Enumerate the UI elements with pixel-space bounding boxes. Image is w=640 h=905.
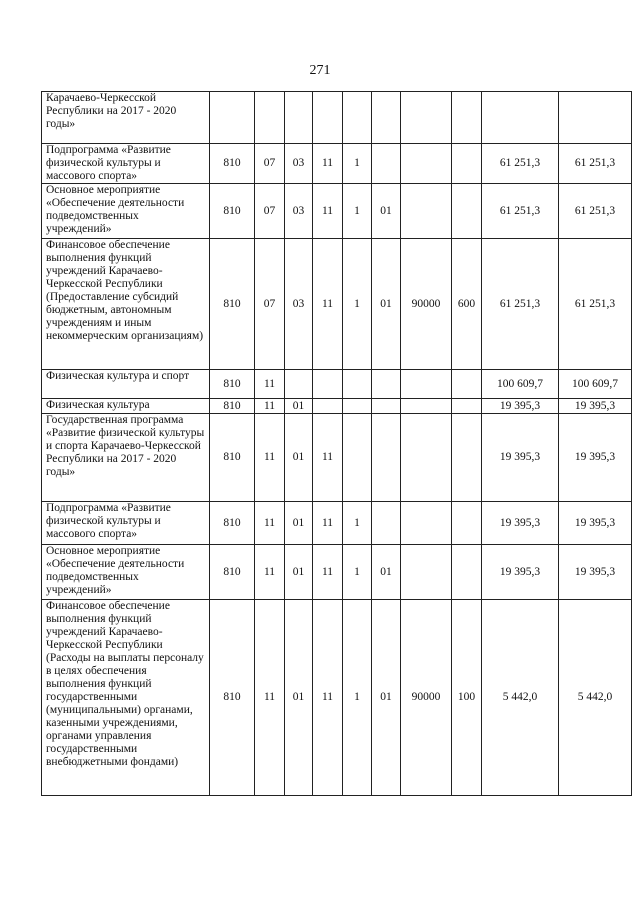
grbs-code-cell: 810 <box>210 545 255 600</box>
subsection-code-cell: 03 <box>285 239 313 370</box>
direction-code-cell <box>401 545 452 600</box>
program-code-cell: 11 <box>313 239 343 370</box>
program-code-cell: 11 <box>313 144 343 184</box>
direction-code-cell <box>401 370 452 399</box>
table-row <box>42 399 632 414</box>
amount-2019-cell: 19 395,3 <box>559 545 632 600</box>
program-code-cell: 11 <box>313 502 343 545</box>
event-code-cell <box>372 92 401 144</box>
section-code-cell: 07 <box>255 184 285 239</box>
expense-type-cell: 600 <box>452 239 482 370</box>
amount-2018-cell: 61 251,3 <box>482 184 559 239</box>
event-code-cell: 01 <box>372 239 401 370</box>
subsection-code-cell: 01 <box>285 600 313 796</box>
program-code-cell <box>313 92 343 144</box>
event-code-cell <box>372 502 401 545</box>
row-name-cell: Подпрограмма «Развитие физической культуры и массового спорта» <box>42 144 210 184</box>
event-code-cell: 01 <box>372 600 401 796</box>
table-row <box>42 502 632 545</box>
section-code-cell <box>255 92 285 144</box>
event-code-cell <box>372 370 401 399</box>
table-row <box>42 92 632 144</box>
amount-2019-cell: 61 251,3 <box>559 144 632 184</box>
amount-2019-cell: 61 251,3 <box>559 239 632 370</box>
row-name-cell: Государственная программа «Развитие физической культуры и спорта Карачаево-Черкесской Республики на 2017 - 2020 годы» <box>42 414 210 502</box>
expense-type-cell: 100 <box>452 600 482 796</box>
grbs-code-cell: 810 <box>210 144 255 184</box>
section-code-cell: 07 <box>255 144 285 184</box>
amount-2018-cell: 61 251,3 <box>482 144 559 184</box>
section-code-cell: 11 <box>255 414 285 502</box>
event-code-cell <box>372 144 401 184</box>
page-number: 271 <box>309 63 331 78</box>
subsection-code-cell: 03 <box>285 184 313 239</box>
expense-type-cell <box>452 399 482 414</box>
amount-2018-cell: 19 395,3 <box>482 545 559 600</box>
amount-2019-cell: 100 609,7 <box>559 370 632 399</box>
row-name-cell: Карачаево-Черкесской Республики на 2017 - 2020 годы» <box>42 92 210 144</box>
subprogram-code-cell <box>343 370 372 399</box>
section-code-cell: 11 <box>255 370 285 399</box>
event-code-cell <box>372 414 401 502</box>
amount-2019-cell: 5 442,0 <box>559 600 632 796</box>
direction-code-cell <box>401 399 452 414</box>
event-code-cell: 01 <box>372 184 401 239</box>
subprogram-code-cell: 1 <box>343 502 372 545</box>
section-code-cell: 11 <box>255 399 285 414</box>
row-name-cell: Подпрограмма «Развитие физической культуры и массового спорта» <box>42 502 210 545</box>
direction-code-cell <box>401 92 452 144</box>
grbs-code-cell: 810 <box>210 239 255 370</box>
direction-code-cell <box>401 414 452 502</box>
direction-code-cell <box>401 144 452 184</box>
section-code-cell: 11 <box>255 545 285 600</box>
subsection-code-cell: 01 <box>285 399 313 414</box>
section-code-cell: 11 <box>255 502 285 545</box>
subsection-code-cell: 03 <box>285 144 313 184</box>
grbs-code-cell: 810 <box>210 184 255 239</box>
section-code-cell: 07 <box>255 239 285 370</box>
grbs-code-cell: 810 <box>210 399 255 414</box>
subsection-code-cell: 01 <box>285 545 313 600</box>
expense-type-cell <box>452 92 482 144</box>
subprogram-code-cell: 1 <box>343 545 372 600</box>
expense-type-cell <box>452 144 482 184</box>
subsection-code-cell <box>285 370 313 399</box>
direction-code-cell: 90000 <box>401 239 452 370</box>
program-code-cell: 11 <box>313 600 343 796</box>
amount-2018-cell <box>482 92 559 144</box>
expense-type-cell <box>452 414 482 502</box>
subprogram-code-cell <box>343 399 372 414</box>
grbs-code-cell: 810 <box>210 414 255 502</box>
amount-2019-cell <box>559 92 632 144</box>
event-code-cell: 01 <box>372 545 401 600</box>
amount-2019-cell: 19 395,3 <box>559 502 632 545</box>
expense-type-cell <box>452 502 482 545</box>
table-body <box>42 92 632 796</box>
program-code-cell <box>313 370 343 399</box>
amount-2018-cell: 5 442,0 <box>482 600 559 796</box>
amount-2018-cell: 19 395,3 <box>482 502 559 545</box>
row-name-cell: Финансовое обеспечение выполнения функций учреждений Карачаево-Черкесской Республики (Предоставление субсидий бюджетным, автономным учреждениям и иным некоммерческим организациям) <box>42 239 210 370</box>
amount-2019-cell: 61 251,3 <box>559 184 632 239</box>
subsection-code-cell <box>285 92 313 144</box>
section-code-cell: 11 <box>255 600 285 796</box>
table-row <box>42 144 632 184</box>
grbs-code-cell: 810 <box>210 600 255 796</box>
grbs-code-cell <box>210 92 255 144</box>
amount-2018-cell: 19 395,3 <box>482 414 559 502</box>
subprogram-code-cell <box>343 92 372 144</box>
subprogram-code-cell: 1 <box>343 239 372 370</box>
amount-2018-cell: 61 251,3 <box>482 239 559 370</box>
subprogram-code-cell <box>343 414 372 502</box>
table-row <box>42 239 632 370</box>
program-code-cell: 11 <box>313 184 343 239</box>
table-row <box>42 370 632 399</box>
program-code-cell: 11 <box>313 414 343 502</box>
budget-table <box>41 91 632 796</box>
direction-code-cell: 90000 <box>401 600 452 796</box>
program-code-cell <box>313 399 343 414</box>
subprogram-code-cell: 1 <box>343 184 372 239</box>
program-code-cell: 11 <box>313 545 343 600</box>
row-name-cell: Основное мероприятие «Обеспечение деятельности подведомственных учреждений» <box>42 545 210 600</box>
row-name-cell: Физическая культура и спорт <box>42 370 210 399</box>
row-name-cell: Основное мероприятие «Обеспечение деятельности подведомственных учреждений» <box>42 184 210 239</box>
amount-2018-cell: 100 609,7 <box>482 370 559 399</box>
row-name-cell: Физическая культура <box>42 399 210 414</box>
direction-code-cell <box>401 502 452 545</box>
table-row <box>42 545 632 600</box>
subprogram-code-cell: 1 <box>343 144 372 184</box>
amount-2018-cell: 19 395,3 <box>482 399 559 414</box>
expense-type-cell <box>452 370 482 399</box>
subsection-code-cell: 01 <box>285 502 313 545</box>
table-row <box>42 600 632 796</box>
table-row <box>42 184 632 239</box>
row-name-cell: Финансовое обеспечение выполнения функций учреждений Карачаево-Черкесской Республики (Расходы на выплаты персоналу в целях обеспечения выполнения функций государственными (муниципальными) органами, казенными учреждениями, органами управления государственными внебюджетными фондами) <box>42 600 210 796</box>
expense-type-cell <box>452 184 482 239</box>
event-code-cell <box>372 399 401 414</box>
subsection-code-cell: 01 <box>285 414 313 502</box>
subprogram-code-cell: 1 <box>343 600 372 796</box>
amount-2019-cell: 19 395,3 <box>559 399 632 414</box>
direction-code-cell <box>401 184 452 239</box>
amount-2019-cell: 19 395,3 <box>559 414 632 502</box>
expense-type-cell <box>452 545 482 600</box>
grbs-code-cell: 810 <box>210 370 255 399</box>
grbs-code-cell: 810 <box>210 502 255 545</box>
table-row <box>42 414 632 502</box>
